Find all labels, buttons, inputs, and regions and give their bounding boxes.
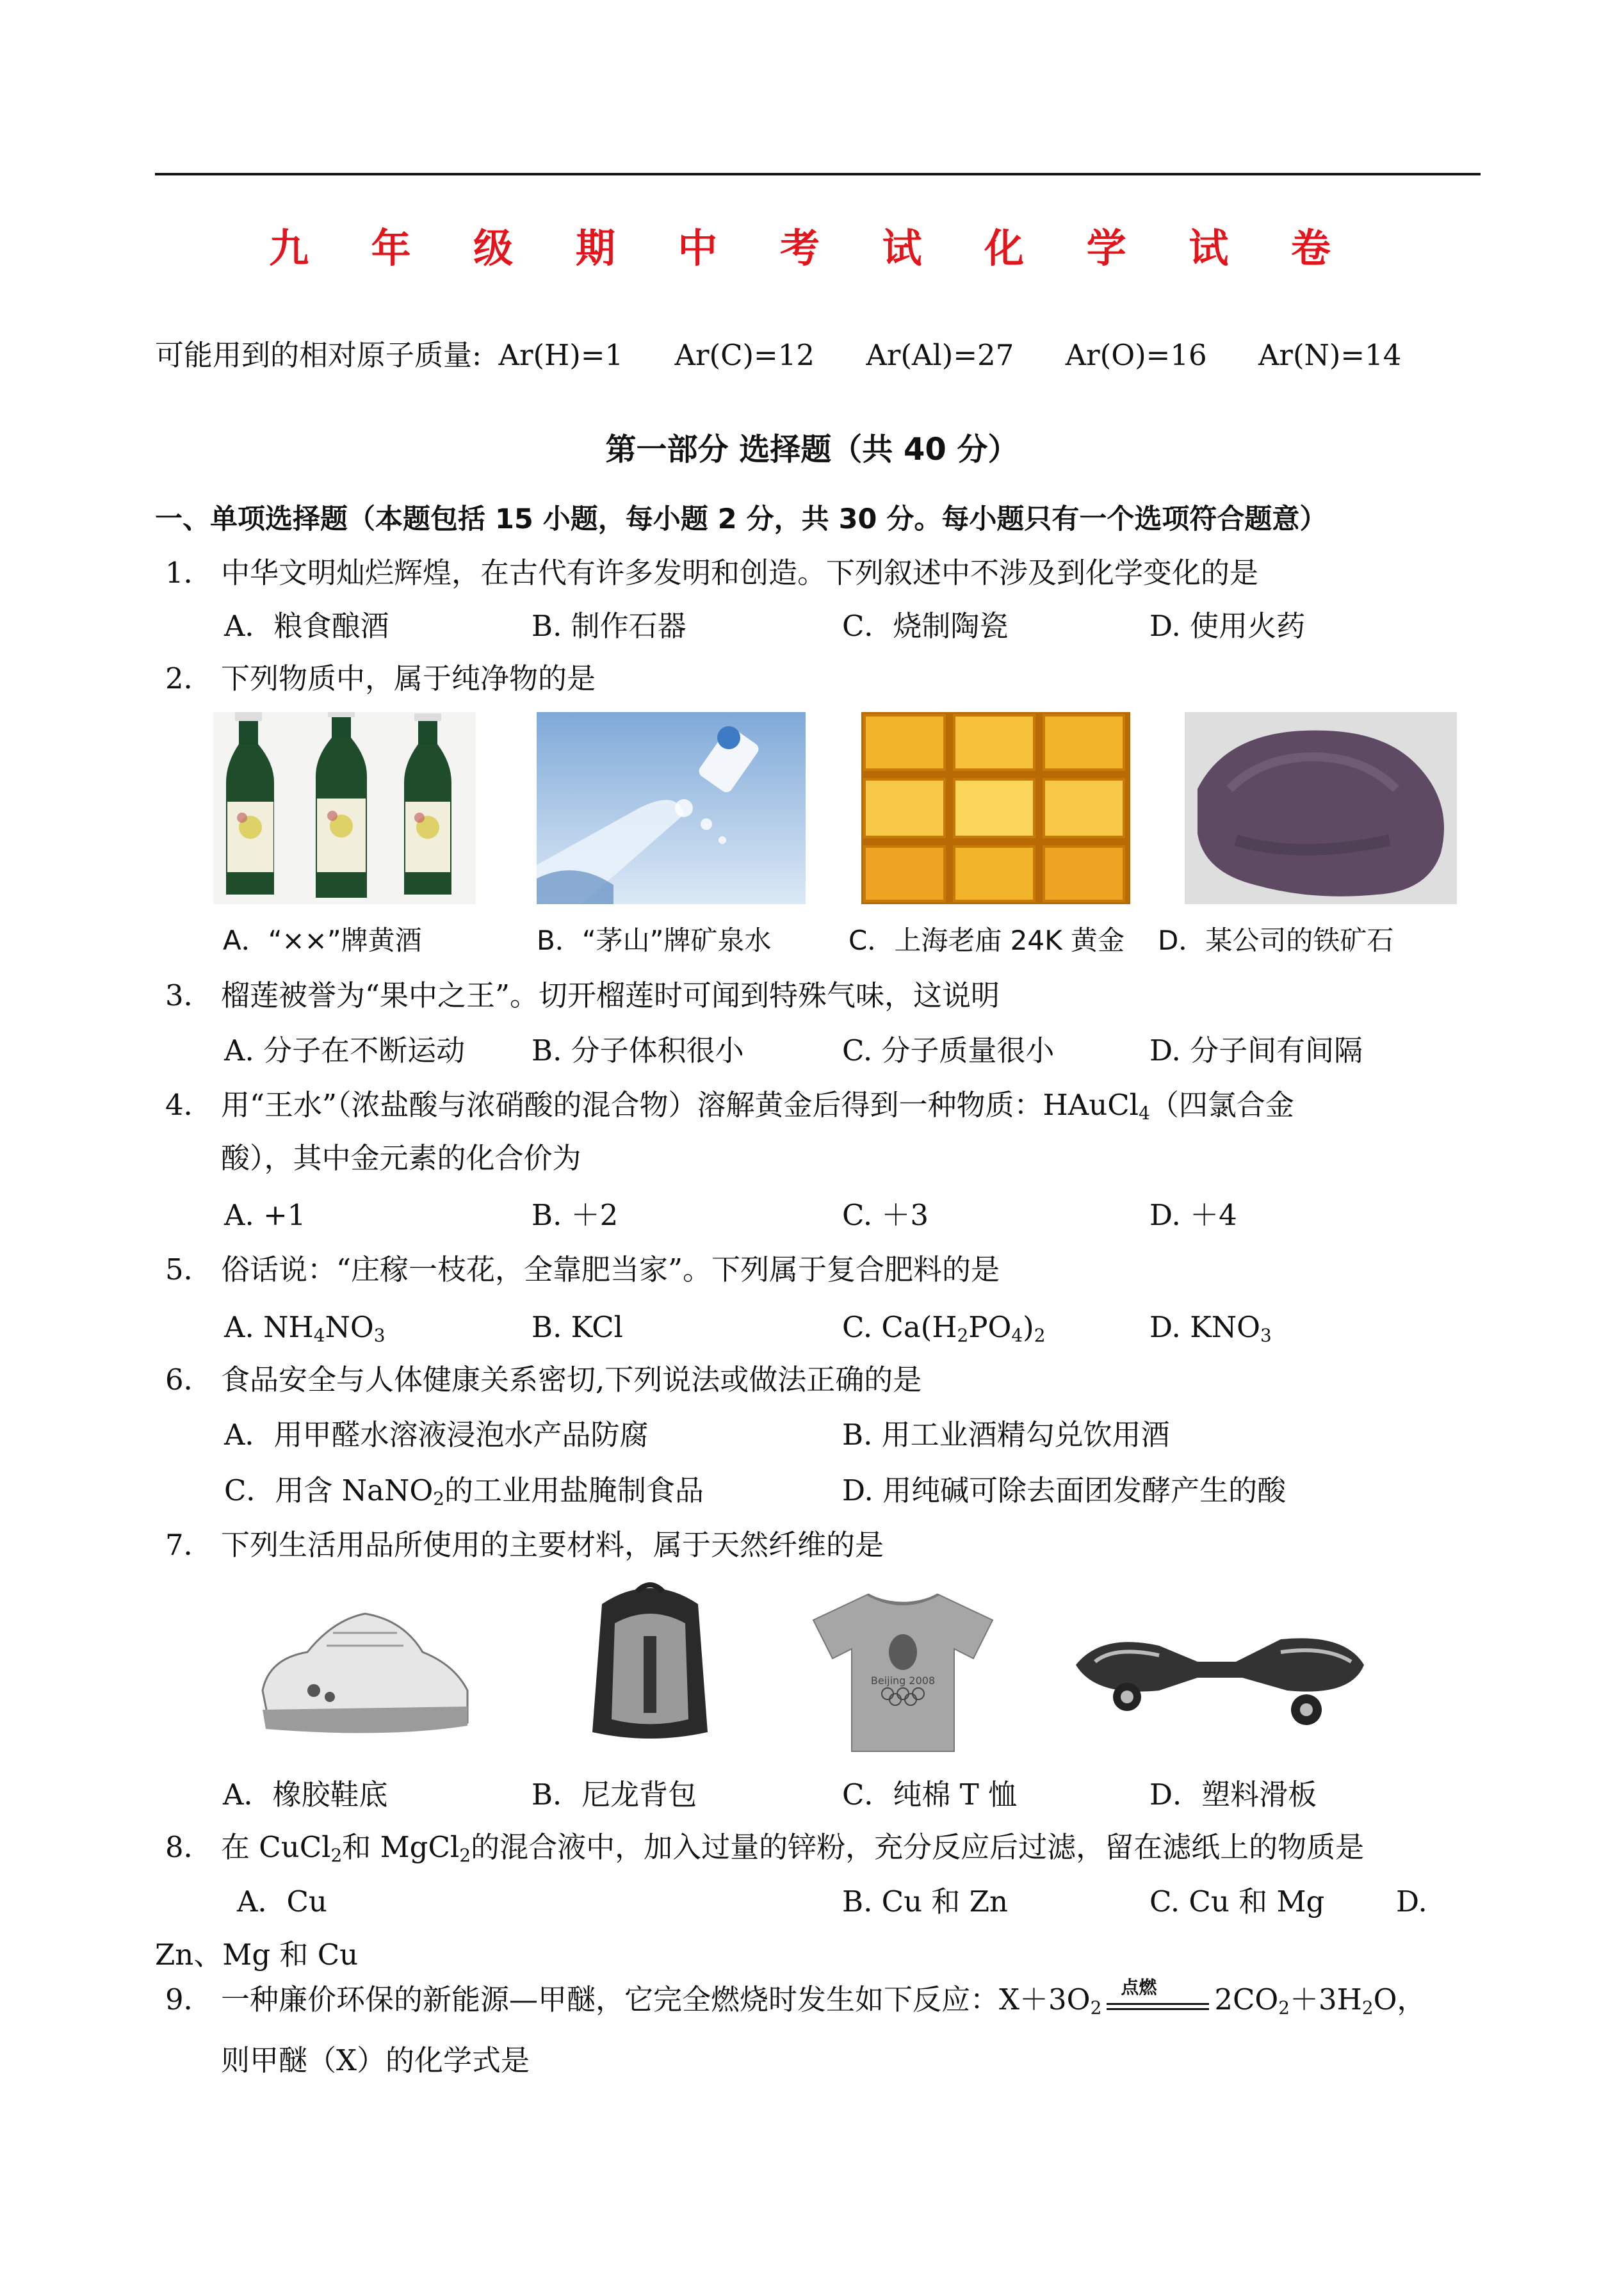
q6-option-d: D. 用纯碱可除去面团发酵产生的酸: [842, 1473, 1287, 1507]
q5-option-a: A. $NH_4NO_3$: [224, 1310, 386, 1346]
q7-option-b: B．尼龙背包: [532, 1778, 697, 1812]
part-title: 第一部分 选择题（共 40 分）: [605, 432, 1019, 467]
q1-option-d: D. 使用火药: [1149, 609, 1306, 643]
q7-option-c: C．纯棉 T 恤: [842, 1778, 1018, 1812]
iron-ore-image: [1185, 712, 1457, 904]
q5-option-c: C. $Ca(H_2PO_4)_2$: [842, 1310, 1046, 1346]
reaction-condition: 点燃: [1107, 1988, 1209, 2016]
mass-al: Ar(Al)=27: [866, 338, 1014, 372]
shoe-sole: [263, 1707, 467, 1733]
cotton-tshirt-image: [810, 1588, 996, 1755]
q6-option-b: B. 用工业酒精勾兑饮用酒: [842, 1418, 1170, 1452]
header-rule: [155, 173, 1481, 175]
q7-stem: 下列生活用品所使用的主要材料，属于天然纤维的是: [221, 1528, 884, 1562]
yellow-wine-image: [213, 712, 476, 904]
mineral-water-image: [537, 712, 806, 904]
q7-option-d: D．塑料滑板: [1149, 1778, 1317, 1812]
q3-stem: 榴莲被誉为“果中之王”。切开榴莲时可闻到特殊气味，这说明: [221, 978, 1000, 1012]
section-heading: 一、单项选择题（本题包括 15 小题，每小题 2 分，共 30 分。每小题只有一个选项符合题意）: [155, 503, 1328, 535]
q8-option-a: A．Cu: [237, 1885, 327, 1918]
plastic-skateboard-image: [1069, 1601, 1370, 1748]
olympic-emblem: [889, 1634, 917, 1670]
q8-option-d-label: D.: [1396, 1885, 1427, 1918]
q1-option-c: C．烧制陶瓷: [842, 609, 1009, 643]
q6-stem: 食品安全与人体健康关系密切,下列说法或做法正确的是: [221, 1363, 922, 1397]
exam-title: 九 年 级 期 中 考 试 化 学 试 卷: [269, 225, 1355, 272]
q1-number: 1．: [165, 556, 213, 590]
q1-stem: 中华文明灿烂辉煌，在古代有许多发明和创造。下列叙述中不涉及到化学变化的是: [221, 556, 1259, 590]
q5-option-d: D. $KNO_3$: [1149, 1310, 1272, 1346]
q6-number: 6．: [165, 1363, 213, 1397]
nylon-backpack-image: [576, 1578, 724, 1745]
q5-stem: 俗话说：“庄稼一枝花，全靠肥当家”。下列属于复合肥料的是: [221, 1253, 1000, 1286]
q3-number: 3．: [165, 978, 213, 1012]
atomic-mass-line: [155, 338, 1402, 372]
tshirt-logo-text: Beijing 2008: [870, 1675, 936, 1687]
q2-stem: 下列物质中，属于纯净物的是: [221, 661, 596, 695]
q8-stem: 在 CuCl$_2$和 MgCl$_2$的混合液中，加入过量的锌粉，充分反应后过滤，留在滤纸上的物质是: [221, 1830, 1365, 1866]
q6-option-c: C．用含 NaNO$_2$的工业用盐腌制食品: [224, 1473, 704, 1509]
q9-number: 9．: [165, 1983, 213, 2016]
q4-option-d: D. ＋4: [1149, 1198, 1237, 1232]
q7-number: 7．: [165, 1528, 213, 1562]
atomic-mass-label: 可能用到的相对原子质量:: [155, 338, 482, 372]
q5-option-b: B. KCl: [532, 1310, 623, 1344]
mass-c: Ar(C)=12: [674, 338, 815, 372]
q3-option-a: A. 分子在不断运动: [224, 1034, 466, 1067]
q6-option-a: A．用甲醛水溶液浸泡水产品防腐: [224, 1418, 649, 1452]
mass-n: Ar(N)=14: [1258, 338, 1402, 372]
tshirt-body: [813, 1594, 993, 1751]
skateboard-deck: [1076, 1638, 1364, 1691]
q2-option-b: B．“茅山”牌矿泉水: [537, 925, 772, 956]
q7-option-a: A．橡胶鞋底: [223, 1778, 388, 1812]
q2-option-a: A．“××”牌黄酒: [223, 925, 422, 956]
q8-number: 8．: [165, 1830, 213, 1864]
q2-option-c: C．上海老庙 24K 黄金: [849, 925, 1125, 956]
gold-bar-grid: [865, 715, 1124, 901]
q3-option-c: C. 分子质量很小: [842, 1034, 1055, 1067]
gold-bars-image: [861, 712, 1130, 904]
rubber-shoe-image: [256, 1594, 474, 1742]
q3-option-d: D. 分子间有间隔: [1149, 1034, 1363, 1067]
mass-h: Ar(H)=1: [498, 338, 624, 372]
q2-number: 2．: [165, 661, 213, 695]
q2-option-d: D．某公司的铁矿石: [1158, 925, 1394, 956]
q9-stem: 一种廉价环保的新能源—甲醚，它完全燃烧时发生如下反应：$X+3O_2$ 点燃 $2CO_2+3H_2O$，: [221, 1977, 1426, 2018]
q1-option-a: A．粮食酿酒: [224, 609, 389, 643]
q4-stem-line2: 酸），其中金元素的化合价为: [221, 1141, 581, 1175]
q5-number: 5．: [165, 1253, 213, 1286]
q8-option-c: C. Cu 和 Mg: [1149, 1885, 1325, 1918]
q4-stem: 用“王水”（浓盐酸与浓硝酸的混合物）溶解黄金后得到一种物质：HAuCl$_4$（四氯合金: [221, 1088, 1294, 1124]
q1-option-b: B. 制作石器: [532, 609, 686, 643]
q4-option-a: A. +1: [224, 1198, 306, 1232]
mass-o: Ar(O)=16: [1065, 338, 1207, 372]
q8-option-d-text: Zn、Mg 和 Cu: [155, 1938, 359, 1972]
q4-option-c: C. ＋3: [842, 1198, 929, 1232]
q4-number: 4．: [165, 1088, 213, 1122]
q4-option-b: B. ＋2: [532, 1198, 619, 1232]
q9-stem-line2: 则甲醚（X）的化学式是: [221, 2043, 530, 2077]
q8-option-b: B. Cu 和 Zn: [842, 1885, 1008, 1918]
q3-option-b: B. 分子体积很小: [532, 1034, 744, 1067]
